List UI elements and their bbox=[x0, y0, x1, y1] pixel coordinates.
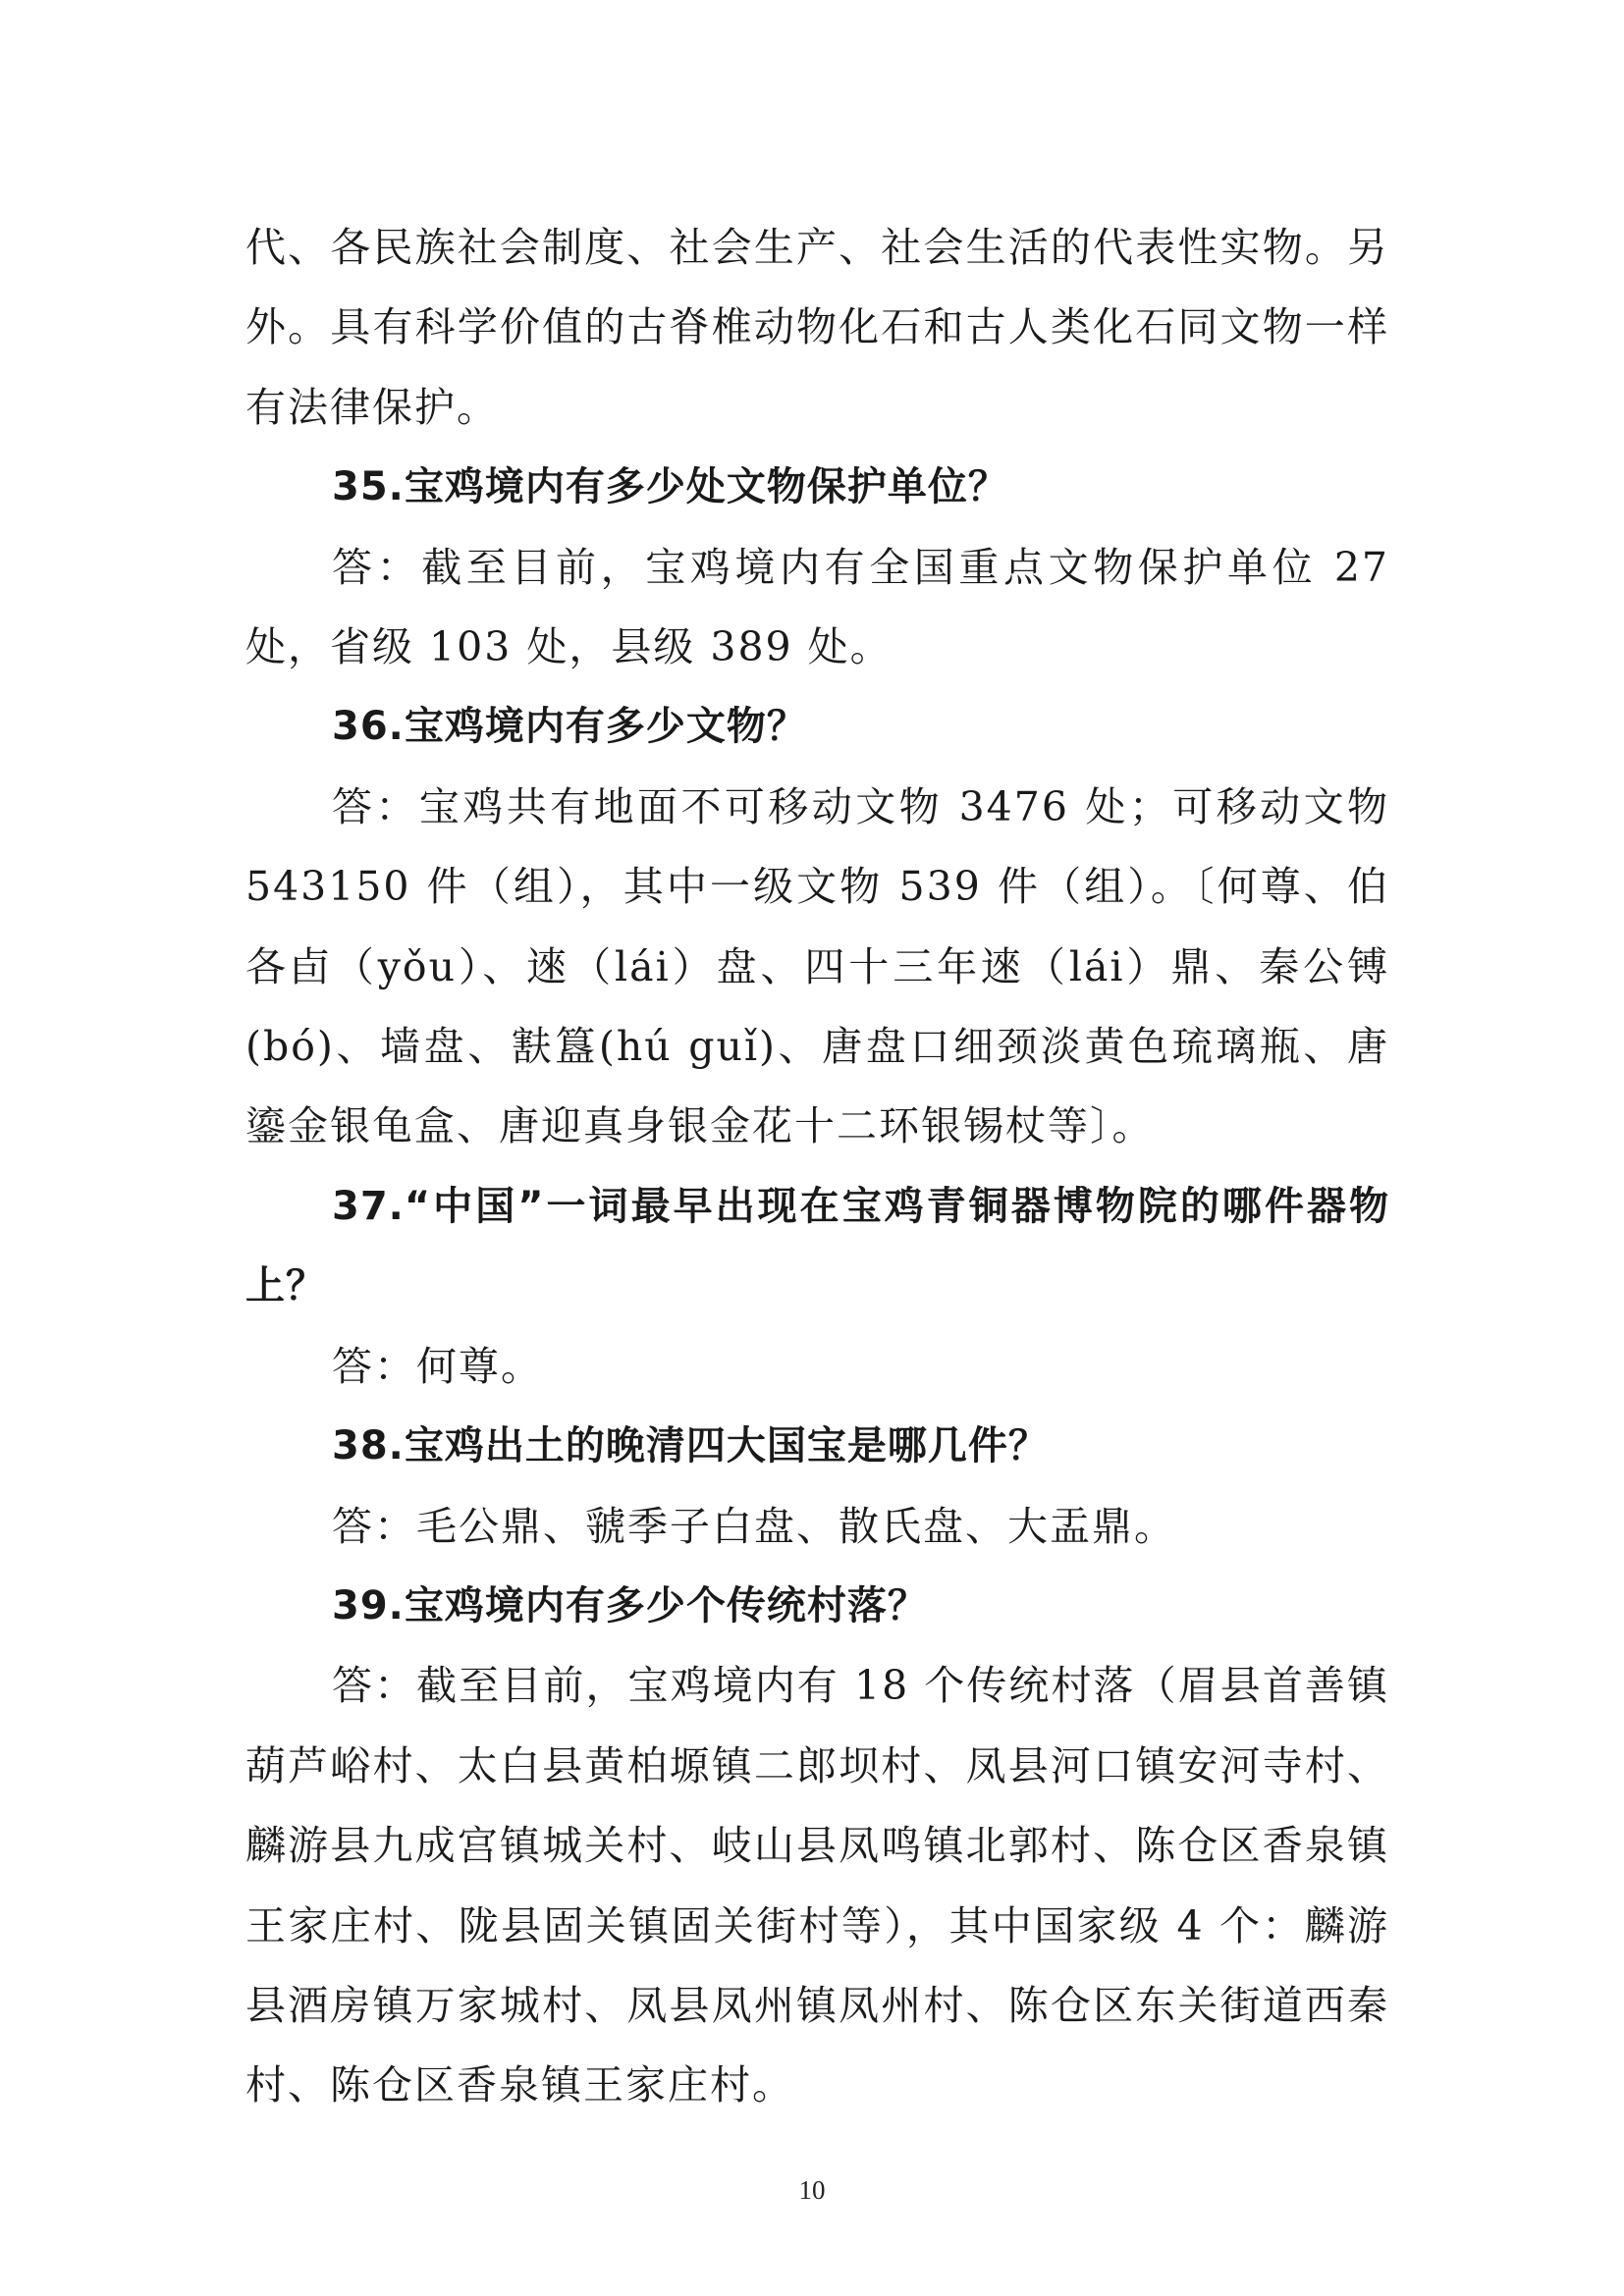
answer-37: 答：何尊。 bbox=[332, 1342, 543, 1390]
answer-39: 答：截至目前，宝鸡境内有 18 个传统村落（眉县首善镇葫芦峪村、太白县黄柏塬镇二郎坝村、凤县河口镇安河寺村、麟游县九成宫镇城关村、岐山县凤鸣镇北郭村、陈仓区香泉镇王家庄村、陇县固关镇固关街村等），其中国家级 4 个：麟游县酒房镇万家城村、凤县凤州镇凤州村、陈仓区东关街道西秦村、陈仓区香泉镇王家庄村。 bbox=[245, 1662, 1389, 2109]
question-37: 37.“中国”一词最早出现在宝鸡青铜器博物院的哪件器物上？ bbox=[245, 1183, 1389, 1309]
question-38: 38.宝鸡出土的晚清四大国宝是哪几件？ bbox=[332, 1423, 1049, 1469]
page-number: 10 bbox=[798, 2175, 826, 2205]
question-35: 35.宝鸡境内有多少处文物保护单位？ bbox=[332, 464, 1008, 510]
answer-35: 答：截至目前，宝鸡境内有全国重点文物保护单位 27 处，省级 103 处，县级 389 处。 bbox=[245, 543, 1389, 671]
answer-36: 答：宝鸡共有地面不可移动文物 3476 处；可移动文物 543150 件（组），其中一级文物 539 件（组）。〔何尊、伯各卣（yǒu）、逨（lái）盘、四十三年逨（lái）鼎、秦公镈(bó)、墙盘、㝬簋(hú guǐ)、唐盘口细颈淡黄色琉璃瓶、唐鎏金银龟盒、唐迎真身银金花十二环银锡杖等〕。 bbox=[245, 782, 1389, 1150]
document-body bbox=[245, 208, 1389, 2126]
intro-paragraph: 代、各民族社会制度、社会生产、社会生活的代表性实物。另外。具有科学价值的古脊椎动物化石和古人类化石同文物一样有法律保护。 bbox=[245, 224, 1389, 431]
answer-38: 答：毛公鼎、虢季子白盘、散氏盘、大盂鼎。 bbox=[332, 1502, 1176, 1550]
question-39: 39.宝鸡境内有多少个传统村落？ bbox=[332, 1582, 928, 1629]
question-36: 36.宝鸡境内有多少文物？ bbox=[332, 704, 807, 750]
